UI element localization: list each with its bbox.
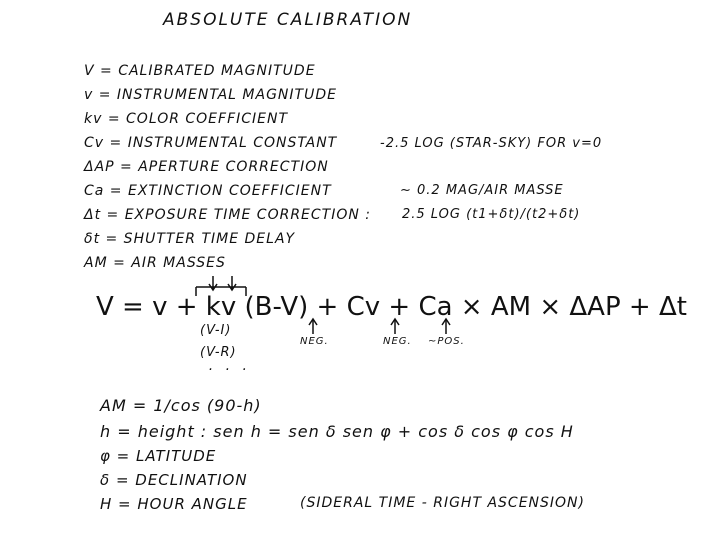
definition-shutter-time-delay: δt = SHUTTER TIME DELAY bbox=[84, 231, 296, 247]
definition-air-masses: AM = AIR MASSES bbox=[84, 255, 226, 271]
note-exposure-formula: 2.5 LOG (t1+δt)/(t2+δt) bbox=[402, 207, 581, 222]
note-hour-angle: (SIDERAL TIME - RIGHT ASCENSION) bbox=[300, 495, 585, 511]
definition-declination: δ = DECLINATION bbox=[100, 471, 248, 489]
airmass-formula: AM = 1/cos (90-h) bbox=[100, 396, 262, 415]
sign-note-exposure: ~POS. bbox=[428, 336, 465, 347]
definition-color-coefficient: kv = COLOR COEFFICIENT bbox=[84, 111, 289, 127]
definition-latitude: φ = LATITUDE bbox=[100, 447, 217, 465]
color-alternative-ellipsis: · · · bbox=[208, 362, 251, 378]
definition-aperture-correction: ΔAP = APERTURE CORRECTION bbox=[84, 159, 329, 175]
definition-calibrated-magnitude: V = CALIBRATED MAGNITUDE bbox=[84, 63, 316, 79]
note-instrumental-constant: -2.5 LOG (STAR-SKY) FOR v=0 bbox=[380, 136, 603, 151]
definition-extinction-coefficient: Ca = EXTINCTION COEFFICIENT bbox=[84, 183, 332, 199]
page-title: ABSOLUTE CALIBRATION bbox=[163, 10, 413, 30]
calibration-equation: V = v + kv (B-V) + Cv + Ca × AM × ΔAP + Δt bbox=[96, 292, 687, 322]
color-alternative-v-i: (V-I) bbox=[200, 323, 232, 338]
definition-instrumental-magnitude: v = INSTRUMENTAL MAGNITUDE bbox=[84, 87, 337, 103]
sign-note-aperture: NEG. bbox=[383, 336, 412, 347]
color-alternative-v-r: (V-R) bbox=[200, 345, 237, 360]
sign-note-ca: NEG. bbox=[300, 336, 329, 347]
note-extinction-value: ~ 0.2 MAG/AIR MASSE bbox=[400, 183, 564, 198]
height-formula: h = height : sen h = sen δ sen φ + cos δ cos φ cos H bbox=[100, 422, 574, 441]
definition-hour-angle: H = HOUR ANGLE bbox=[100, 495, 248, 513]
definition-exposure-time-correction: Δt = EXPOSURE TIME CORRECTION : bbox=[84, 207, 372, 223]
definition-instrumental-constant: Cv = INSTRUMENTAL CONSTANT bbox=[84, 135, 338, 151]
